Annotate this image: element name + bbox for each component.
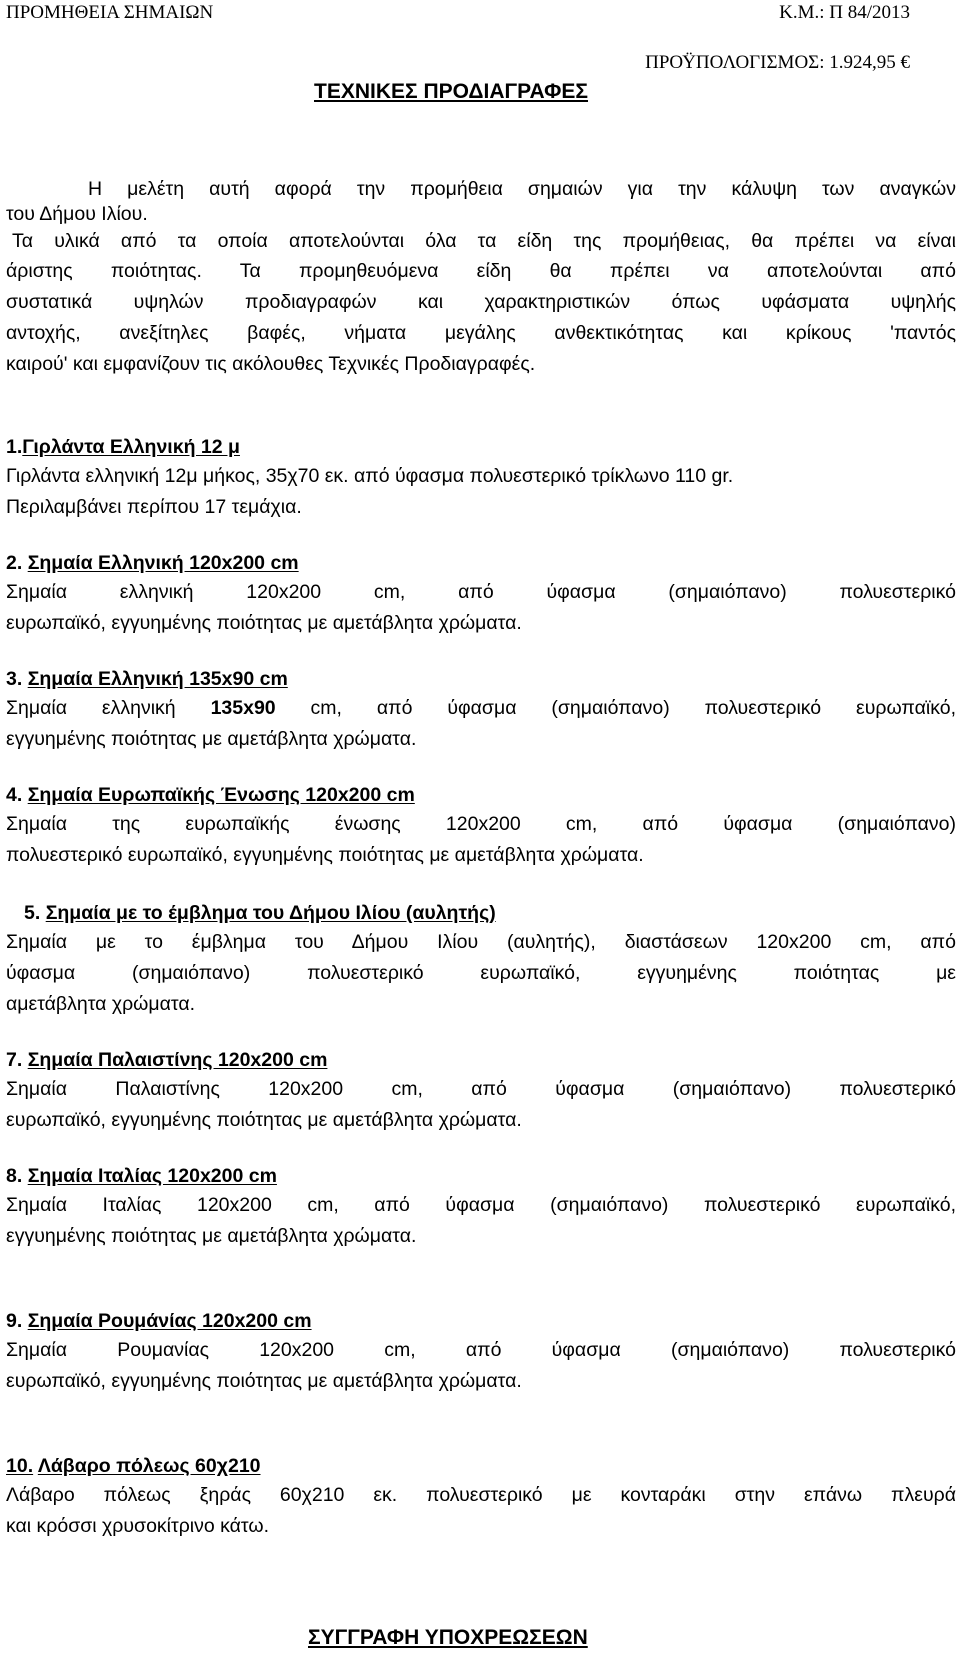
section-heading-obligations: ΣΥΓΓΡΑΦΗ ΥΠΟΧΡΕΩΣΕΩΝ <box>308 1626 588 1649</box>
item-3-number: 3. <box>6 668 23 690</box>
item-1-line-2: Περιλαμβάνει περίπου 17 τεμάχια. <box>6 496 302 518</box>
item-2-title: Σημαία Ελληνική 120x200 cm <box>27 552 299 574</box>
item-2-line-2: ευρωπαϊκό, εγγυημένης ποιότητας με αμετάβλητα χρώματα. <box>6 612 522 634</box>
item-3-line-2: εγγυημένης ποιότητας με αμετάβλητα χρώματα. <box>6 728 417 750</box>
item-3-title: Σημαία Ελληνική 135x90 cm <box>27 668 288 690</box>
item-5-title: Σημαία με το έμβλημα του Δήμου Ιλίου (αυλητής) <box>45 902 496 924</box>
intro-line-3: Τα υλικά από τα οποία αποτελούνται όλα τα είδη της προμήθειας, θα πρέπει να είναι <box>12 230 956 252</box>
item-8-number: 8. <box>6 1165 23 1187</box>
item-10-heading <box>6 1455 261 1478</box>
item-5-line-3: αμετάβλητα χρώματα. <box>6 993 196 1015</box>
item-4-title: Σημαία Ευρωπαϊκής Ένωσης 120x200 cm <box>27 784 415 806</box>
item-10-title: Λάβαρο πόλεως 60χ210 <box>37 1455 261 1477</box>
item-4-line-2: πολυεστερικό ευρωπαϊκό, εγγυημένης ποιότητας με αμετάβλητα χρώματα. <box>6 844 644 866</box>
item-5-line-2: ύφασμα (σημαιόπανο) πολυεστερικό ευρωπαϊκό, εγγυημένης ποιότητας με <box>6 962 956 984</box>
item-4-line-1: Σημαία της ευρωπαϊκής ένωσης 120x200 cm, από ύφασμα (σημαιόπανο) <box>6 813 956 835</box>
item-9-heading <box>6 1310 312 1333</box>
item-7-line-1: Σημαία Παλαιστίνης 120x200 cm, από ύφασμα (σημαιόπανο) πολυεστερικό <box>6 1078 956 1100</box>
item-7-number: 7. <box>6 1049 23 1071</box>
intro-line-6: αντοχής, ανεξίτηλες βαφές, νήματα μεγάλης ανθεκτικότητας και κρίκους 'παντός <box>6 322 956 344</box>
item-9-number: 9. <box>6 1310 23 1332</box>
item-2-number: 2. <box>6 552 23 574</box>
item-8-line-2: εγγυημένης ποιότητας με αμετάβλητα χρώματα. <box>6 1225 417 1247</box>
intro-line-2: του Δήμου Ιλίου. <box>6 203 148 225</box>
item-5-number: 5. <box>24 902 41 924</box>
item-8-line-1: Σημαία Ιταλίας 120x200 cm, από ύφασμα (σημαιόπανο) πολυεστερικό ευρωπαϊκό, <box>6 1194 956 1216</box>
intro-line-5: συστατικά υψηλών προδιαγραφών και χαρακτηριστικών όπως υφάσματα υψηλής <box>6 291 956 313</box>
item-9-line-2: ευρωπαϊκό, εγγυημένης ποιότητας με αμετάβλητα χρώματα. <box>6 1370 522 1392</box>
item-1-number: 1. <box>6 436 23 458</box>
page-title: ΤΕΧΝΙΚΕΣ ΠΡΟΔΙΑΓΡΑΦΕΣ <box>314 80 589 103</box>
intro-line-4: άριστης ποιότητας. Τα προμηθευόμενα είδη θα πρέπει να αποτελούνται από <box>6 260 956 282</box>
intro-line-1: Η μελέτη αυτή αφορά την προμήθεια σημαιών για την κάλυψη των αναγκών <box>88 178 956 200</box>
item-1-heading <box>6 436 240 459</box>
item-7-title: Σημαία Παλαιστίνης 120x200 cm <box>27 1049 328 1071</box>
item-2-line-1: Σημαία ελληνική 120x200 cm, από ύφασμα (σημαιόπανο) πολυεστερικό <box>6 581 956 603</box>
item-3-size: 135x90 <box>210 697 276 719</box>
budget: ΠΡΟΫΠΟΛΟΓΙΣΜΟΣ: 1.924,95 € <box>645 52 910 73</box>
item-4-heading <box>6 784 415 807</box>
item-3-line-1: Σημαία ελληνική 135x90 cm, από ύφασμα (σημαιόπανο) πολυεστερικό ευρωπαϊκό, <box>6 697 956 719</box>
item-10-line-1: Λάβαρο πόλεως ξηράς 60χ210 εκ. πολυεστερικό με κονταράκι στην επάνω πλευρά <box>6 1484 956 1506</box>
header-right: Κ.Μ.: Π 84/2013 <box>779 2 910 23</box>
item-4-number: 4. <box>6 784 23 806</box>
item-5-line-1: Σημαία με το έμβλημα του Δήμου Ιλίου (αυλητής), διαστάσεων 120x200 cm, από <box>6 931 956 953</box>
intro-line-7: καιρού' και εμφανίζουν τις ακόλουθες Τεχνικές Προδιαγραφές. <box>6 353 536 375</box>
item-10-line-2: και κρόσσι χρυσοκίτρινο κάτω. <box>6 1515 269 1537</box>
item-5-heading <box>24 902 496 925</box>
item-3-heading <box>6 668 288 691</box>
item-9-line-1: Σημαία Ρουμανίας 120x200 cm, από ύφασμα (σημαιόπανο) πολυεστερικό <box>6 1339 956 1361</box>
item-7-line-2: ευρωπαϊκό, εγγυημένης ποιότητας με αμετάβλητα χρώματα. <box>6 1109 522 1131</box>
item-1-line-1: Γιρλάντα ελληνική 12μ μήκος, 35χ70 εκ. από ύφασμα πολυεστερικό τρίκλωνο 110 gr. <box>6 465 734 487</box>
item-8-title: Σημαία Ιταλίας 120x200 cm <box>27 1165 277 1187</box>
item-1-title: Γιρλάντα Ελληνική 12 μ <box>22 436 240 458</box>
item-9-title: Σημαία Ρουμάνίας 120x200 cm <box>27 1310 312 1332</box>
item-2-heading <box>6 552 299 575</box>
item-8-heading <box>6 1165 277 1188</box>
item-10-number: 10. <box>6 1455 34 1477</box>
header-left: ΠΡΟΜΗΘΕΙΑ ΣΗΜΑΙΩΝ <box>6 2 214 23</box>
item-7-heading <box>6 1049 327 1072</box>
